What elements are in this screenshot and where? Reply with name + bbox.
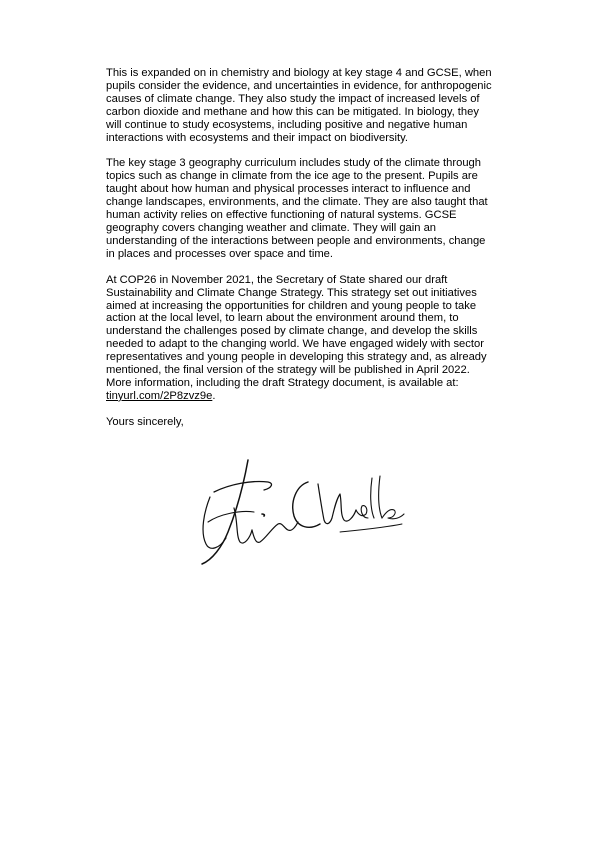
letter-body — [106, 67, 526, 429]
text-line: human activity relies on effective functioning of natural systems. GCSE — [106, 209, 457, 222]
text-line: This is expanded on in chemistry and biology at key stage 4 and GCSE, when — [106, 67, 492, 79]
strategy-document-link[interactable]: tinyurl.com/2P8zvz9e — [106, 389, 213, 402]
paragraph-science-curriculum — [106, 67, 526, 144]
text-line: action at the local level, to learn about the environment around them, to — [106, 312, 459, 325]
text-line: carbon dioxide and methane and how this can be mitigated. In biology, they — [106, 105, 479, 118]
handwritten-signature — [190, 452, 406, 572]
text-line: geography covers changing weather and climate. They will gain an — [106, 221, 437, 234]
text-line: understand the challenges posed by climate change, and develop the skills — [106, 325, 478, 338]
text-line: mentioned, the final version of the strategy will be published in April 2022. — [106, 364, 470, 377]
text-line: topics such as change in climate from the ice age to the present. Pupils are — [106, 170, 478, 183]
text-line: representatives and young people in developing this strategy and, as already — [106, 351, 487, 364]
text-line: aimed at increasing the opportunities for children and young people to take — [106, 299, 477, 312]
text-line: The key stage 3 geography curriculum includes study of the climate through — [106, 157, 481, 170]
text-line: change landscapes, environments, and the climate. They are also taught that — [106, 196, 488, 209]
closing-salutation: Yours sincerely, — [106, 415, 184, 428]
paragraph-cop26-strategy — [106, 274, 526, 403]
text-line: interactions with ecosystems and their impact on biodiversity. — [106, 131, 408, 144]
paragraph-geography-curriculum — [106, 157, 526, 260]
link-line — [106, 390, 526, 403]
text-line: understanding of the interactions between people and environments, change — [106, 234, 486, 247]
text-line: More information, including the draft Strategy document, is available at: — [106, 376, 459, 389]
text-line: Sustainability and Climate Change Strategy. This strategy set out initiatives — [106, 286, 477, 299]
link-suffix: . — [212, 389, 216, 402]
text-line: will continue to study ecosystems, including positive and negative human — [106, 118, 468, 131]
text-line: causes of climate change. They also study the impact of increased levels of — [106, 92, 480, 105]
text-line: needed to adapt to the changing world. We have engaged widely with sector — [106, 338, 484, 351]
text-line: taught about how human and physical processes interact to influence and — [106, 183, 471, 196]
text-line: pupils consider the evidence, and uncertainties in evidence, for anthropogenic — [106, 79, 492, 92]
text-line: in places and processes over space and time. — [106, 247, 333, 260]
text-line: At COP26 in November 2021, the Secretary of State shared our draft — [106, 273, 448, 286]
